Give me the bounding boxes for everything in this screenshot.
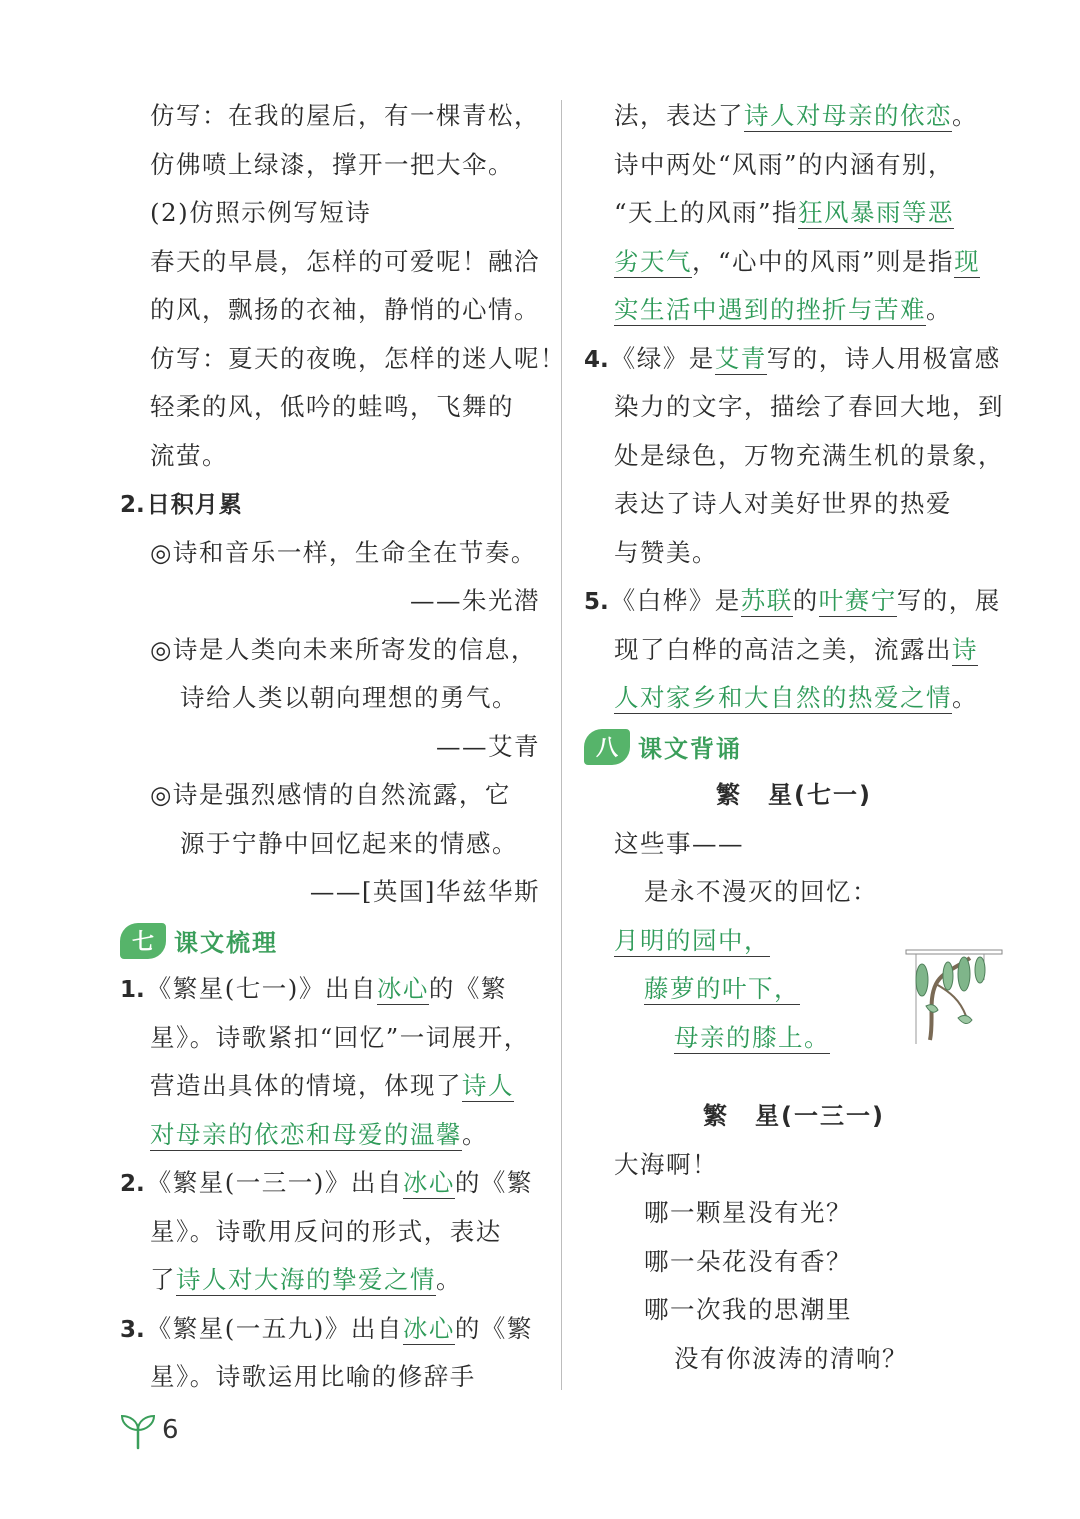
text-line: 仿佛喷上绿漆，撑开一把大伞。 (150, 149, 514, 179)
poem-line: 这些事—— (614, 828, 744, 858)
text-line: 轻柔的风，低吟的蛙鸣，飞舞的 (150, 392, 514, 421)
text-line: 表达了诗人对美好世界的热爱 (614, 489, 952, 518)
text-line: 仿写：夏天的夜晚，怎样的迷人呢！ (150, 343, 566, 373)
quote-author: ——艾青 (436, 731, 540, 761)
poem-line: 是永不漫灭的回忆： (644, 877, 878, 906)
poem-line: 哪一次我的思潮里 (644, 1295, 852, 1324)
poem-title: 繁 星(七一) (716, 781, 872, 809)
answer: 母亲的膝上。 (674, 1022, 830, 1052)
item-1: 1.《繁星(七一)》出自冰心的《繁 (120, 974, 507, 1003)
section-badge: 八 (584, 729, 630, 765)
quote-author: ——[英国]华兹华斯 (309, 877, 540, 906)
section-title: 课文背诵 (638, 735, 742, 764)
page-number: 6 (162, 1415, 179, 1445)
section-badge: 七 (120, 923, 166, 959)
answer: 诗人对母亲的依恋 (744, 101, 952, 130)
poem-line: 大海啊！ (614, 1149, 718, 1179)
answer: 现 (954, 246, 981, 276)
text-line: 对母亲的依恋和母爱的温馨。 (150, 1119, 488, 1149)
answer: 藤萝的叶下， (644, 974, 800, 1003)
answer: 人对家乡和大自然的热爱之情 (614, 683, 952, 712)
answer: 诗人对大海的挚爱之情 (176, 1265, 436, 1294)
quote-line: ◎诗和音乐一样，生命全在节奏。 (150, 537, 537, 567)
answer: 对母亲的依恋和母爱的温馨 (150, 1119, 462, 1149)
text-line: 星》。诗歌运用比喻的修辞手 (150, 1362, 476, 1391)
text-line: 营造出具体的情境，体现了诗人 (150, 1071, 514, 1100)
poem-line: 没有你波涛的清响？ (674, 1343, 908, 1373)
answer: 冰心 (376, 974, 429, 1003)
answer: 诗 (952, 634, 978, 664)
column-divider (561, 100, 562, 1390)
text-line: “天上的风雨”指狂风暴雨等恶 (614, 198, 955, 227)
text-line: 人对家乡和大自然的热爱之情。 (614, 683, 978, 712)
answer: 实生活中遇到的挫折与苦难 (614, 295, 926, 324)
quote-line: ◎诗是人类向未来所寄发的信息， (150, 634, 537, 664)
item-3: 3.《繁星(一五九)》出自冰心的《繁 (120, 1313, 533, 1343)
answer: 冰心 (402, 1313, 455, 1343)
text-line: 与赞美。 (614, 537, 718, 567)
poem-line: 哪一朵花没有香？ (644, 1246, 852, 1276)
sprout-icon (116, 1408, 160, 1452)
text-line: 劣天气，“心中的风雨”则是指现 (614, 246, 981, 276)
poem-line: 哪一颗星没有光？ (644, 1198, 852, 1227)
text-line: 染力的文字，描绘了春回大地，到 (614, 392, 1004, 421)
section-title: 课文梳理 (174, 929, 278, 958)
text-line: 了诗人对大海的挚爱之情。 (150, 1265, 462, 1294)
text-line: 的风，飘扬的衣袖，静悄的心情。 (150, 295, 540, 324)
answer: 冰心 (402, 1168, 455, 1197)
quote-line: 诗给人类以朝向理想的勇气。 (180, 683, 518, 712)
answer: 月明的园中， (614, 925, 770, 955)
right-column (584, 92, 1004, 1383)
answer: 艾青 (714, 343, 767, 373)
text-line: 春天的早晨，怎样的可爱呢！融洽 (150, 246, 540, 276)
text-line: 处是绿色，万物充满生机的景象， (614, 440, 1004, 470)
text-line: 仿写：在我的屋后，有一棵青松， (150, 101, 540, 130)
text-line: 星》。诗歌紧扣“回忆”一词展开， (150, 1022, 530, 1052)
answer: 劣天气 (614, 246, 692, 276)
poem-title: 繁 星(一三一) (703, 1102, 885, 1130)
text-line: 实生活中遇到的挫折与苦难。 (614, 295, 952, 324)
section-header-8 (584, 723, 1004, 772)
item-5: 5.《白桦》是苏联的叶赛宁写的，展 (584, 586, 1001, 615)
text-line: 现了白桦的高洁之美，流露出诗 (614, 634, 978, 664)
answer: 叶赛宁 (818, 586, 897, 615)
quote-line: ◎诗是强烈感情的自然流露，它 (150, 780, 511, 809)
section-heading-accumulate: 2.日积月累 (120, 492, 243, 518)
left-column (120, 92, 566, 1402)
text-line: 诗中两处“风雨”的内涵有别， (614, 149, 955, 179)
answer: 诗人 (462, 1071, 514, 1100)
section-header-7 (120, 917, 540, 966)
text-line: 法，表达了诗人对母亲的依恋。 (614, 101, 978, 130)
item-4: 4.《绿》是艾青写的，诗人用极富感 (584, 343, 1001, 373)
item-2: 2.《繁星(一三一)》出自冰心的《繁 (120, 1168, 533, 1197)
answer: 苏联 (740, 586, 793, 615)
quote-author: ——朱光潜 (410, 586, 540, 615)
text-line: 星》。诗歌用反问的形式，表达 (150, 1216, 502, 1246)
answer: 狂风暴雨等恶 (798, 198, 955, 227)
wisteria-illustration (900, 940, 1008, 1050)
quote-line: 源于宁静中回忆起来的情感。 (180, 828, 518, 858)
text-line: 流萤。 (150, 440, 228, 470)
sub-question: (2)仿照示例写短诗 (150, 198, 372, 227)
